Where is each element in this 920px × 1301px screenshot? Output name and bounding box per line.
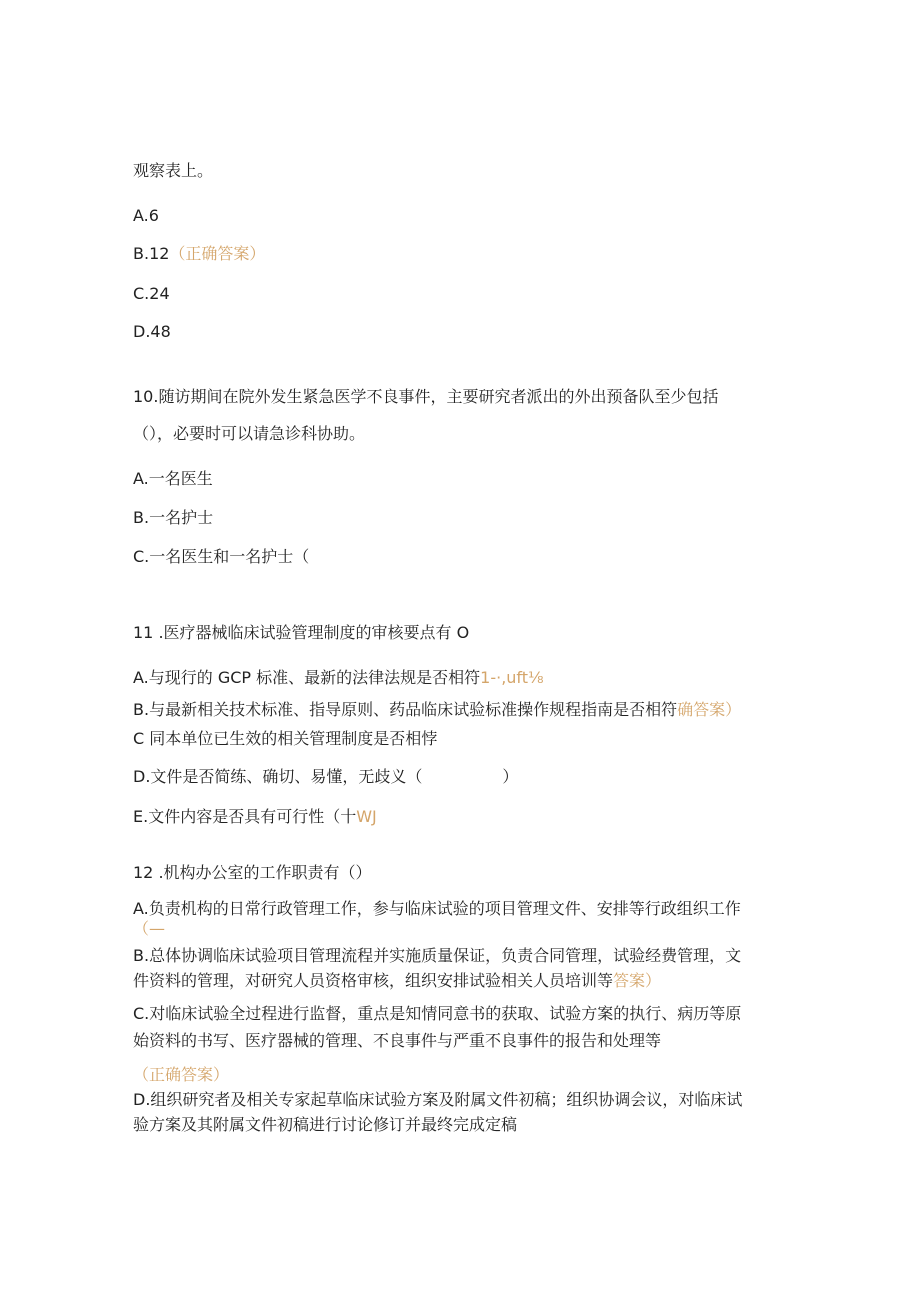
q11-option-b-text: B.与最新相关技术标准、指导原则、药品临床试验标准操作规程指南是否相符 [133,700,678,719]
q12-option-b-line2 [133,971,661,991]
q12-option-c-line2: 始资料的书写、医疗器械的管理、不良事件与严重不良事件的报告和处理等 [133,1031,662,1050]
q9-option-c: C.24 [133,284,170,303]
q10-stem-line1: 10.随访期间在院外发生紧急医学不良事件，主要研究者派出的外出预备队至少包括 [133,387,719,406]
q12-option-a: A.负责机构的日常行政管理工作，参与临床试验的项目管理文件、安排等行政组织工作 [133,899,741,918]
q10-option-c: C.一名医生和一名护士（ [133,547,310,566]
q11-option-e [133,807,377,827]
q11-option-b-answer-note: 确答案） [677,700,742,719]
q11-option-a-text: A.与现行的 GCP 标准、最新的法律法规是否相符 [133,668,481,687]
q11-option-e-text: E.文件内容是否具有可行性（十 [133,807,357,826]
q11-option-b [133,700,741,720]
q12-option-d-line1: D.组织研究者及相关专家起草临床试验方案及附属文件初稿；组织协调会议，对临床试 [133,1090,743,1109]
q10-option-a: A.一名医生 [133,469,213,488]
q10-stem-line2: （），必要时可以请急诊科协助。 [133,424,366,443]
q12-option-b-line1: B.总体协调临床试验项目管理流程并实施质量保证，负责合同管理，试验经费管理，文 [133,946,742,965]
q11-stem: 11 .医疗器械临床试验管理制度的审核要点有 O [133,623,470,642]
q12-option-b-answer-note: 答案） [613,971,662,990]
q12-option-a-answer-note: （— [133,919,166,938]
q12-option-c-answer-note: （正确答案） [133,1065,230,1084]
q11-option-d-text: D.文件是否简练、确切、易懂，无歧义（ [133,767,423,786]
q12-option-c-line1: C.对临床试验全过程进行监督，重点是知情同意书的获取、试验方案的执行、病历等原 [133,1004,742,1023]
q11-option-d-close: ） [502,767,519,786]
q11-option-a [133,668,544,688]
q11-option-c: C 同本单位已生效的相关管理制度是否相悖 [133,729,438,748]
q12-stem: 12 .机构办公室的工作职责有（） [133,863,372,882]
q9-option-b-answer-note: （正确答案） [169,244,266,263]
q12-option-d-line2: 验方案及其附属文件初稿进行讨论修订并最终完成定稿 [133,1115,518,1134]
q11-option-e-answer-note: WJ [356,807,377,826]
q9-option-d: D.48 [133,322,171,341]
q9-stem-tail: 观察表上。 [133,161,214,180]
q9-option-b [133,244,265,264]
q11-option-a-answer-note: 1-·,uft⅛ [480,668,544,687]
q10-option-b: B.一名护士 [133,508,214,527]
q11-option-d [133,767,518,787]
q9-option-b-text: B.12 [133,244,170,263]
q9-option-a: A.6 [133,206,159,225]
q12-option-b-text: 件资料的管理，对研究人员资格审核，组织安排试验相关人员培训等 [133,971,614,990]
